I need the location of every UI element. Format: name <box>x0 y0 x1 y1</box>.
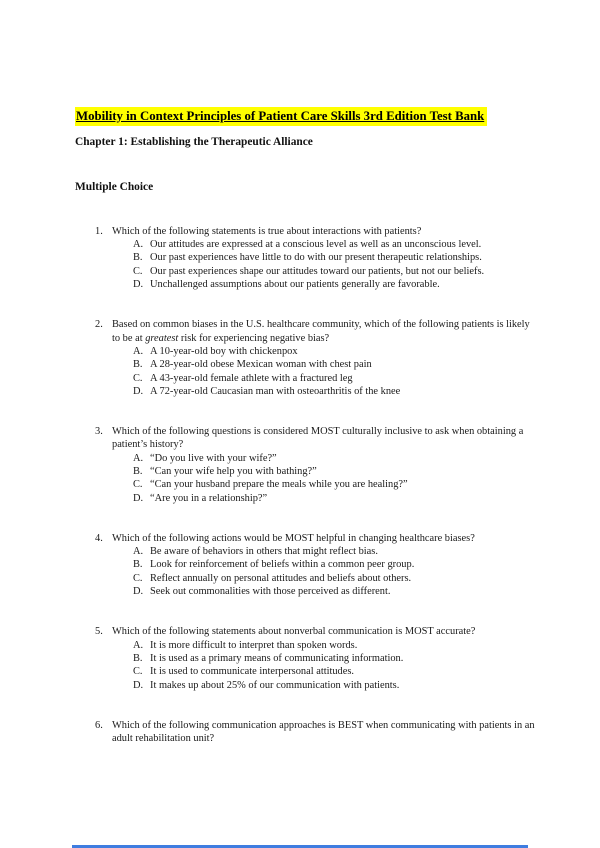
option-row <box>133 278 535 291</box>
option-letter: D. <box>133 679 144 691</box>
option-row <box>133 465 535 478</box>
option-row <box>133 478 535 491</box>
question-text <box>112 318 535 345</box>
option-text: It makes up about 25% of our communication with patients. <box>150 679 400 691</box>
option-text: Seek out commonalities with those perceived as different. <box>150 586 391 598</box>
option-text: It is more difficult to interpret than spoken words. <box>150 639 358 651</box>
option-letter: C. <box>133 666 143 678</box>
question-number: 2. <box>95 319 103 331</box>
question-text-row <box>75 625 535 638</box>
option-row <box>133 639 535 652</box>
option-row <box>133 385 535 398</box>
option-letter: D. <box>133 586 144 598</box>
question-4 <box>75 532 535 598</box>
option-row <box>133 492 535 505</box>
question-2 <box>75 318 535 398</box>
option-row <box>133 679 535 692</box>
option-row <box>133 652 535 665</box>
option-text: Unchallenged assumptions about our patients generally are favorable. <box>150 279 440 291</box>
option-text: Reflect annually on personal attitudes and beliefs about others. <box>150 572 412 584</box>
option-letter: B. <box>133 559 143 571</box>
option-row <box>133 545 535 558</box>
option-text: A 43-year-old female athlete with a fractured leg <box>150 372 353 384</box>
question-text <box>112 225 535 238</box>
option-letter: C. <box>133 265 143 277</box>
option-letter: B. <box>133 359 143 371</box>
question-text-segment: risk for experiencing negative bias? <box>178 332 330 344</box>
option-row <box>133 572 535 585</box>
question-text-row <box>75 532 535 545</box>
question-text-row <box>75 225 535 238</box>
document-title: Mobility in Context Principles of Patient Care Skills 3rd Edition Test Bank <box>75 107 487 126</box>
option-letter: D. <box>133 492 144 504</box>
option-letter: D. <box>133 279 144 291</box>
question-text <box>112 425 535 452</box>
option-text: “Do you live with your wife?” <box>150 452 277 464</box>
question-text-segment: Which of the following statements about nonverbal communication is MOST accurate? <box>112 626 476 638</box>
chapter-heading: Chapter 1: Establishing the Therapeutic Alliance <box>75 136 313 149</box>
question-text <box>112 532 535 545</box>
option-row <box>133 238 535 251</box>
question-text-segment: Which of the following communication approaches is BEST when communicating with patients in an adult rehabilitation unit? <box>112 719 535 745</box>
question-3 <box>75 425 535 505</box>
question-6 <box>75 719 535 746</box>
option-text: Our attitudes are expressed at a conscious level as well as an unconscious level. <box>150 239 482 251</box>
option-row <box>133 251 535 264</box>
question-text-row <box>75 425 535 452</box>
option-text: Look for reinforcement of beliefs within a common peer group. <box>150 559 415 571</box>
option-letter: A. <box>133 546 144 558</box>
question-text-segment: Which of the following statements is true about interactions with patients? <box>112 225 422 237</box>
option-letter: B. <box>133 652 143 664</box>
option-text: A 10-year-old boy with chickenpox <box>150 345 298 357</box>
question-text-row <box>75 719 535 746</box>
option-text: Be aware of behaviors in others that might reflect bias. <box>150 546 378 558</box>
option-text: “Can your wife help you with bathing?” <box>150 466 317 477</box>
option-text: It is used to communicate interpersonal attitudes. <box>150 666 355 678</box>
question-list <box>75 225 535 746</box>
question-text-row <box>75 318 535 345</box>
question-number: 3. <box>95 426 103 438</box>
question-text <box>112 625 535 638</box>
question-5 <box>75 625 535 691</box>
question-number: 4. <box>95 532 103 544</box>
question-1 <box>75 225 535 291</box>
option-text: It is used as a primary means of communicating information. <box>150 652 404 664</box>
option-letter: C. <box>133 479 143 491</box>
question-text-segment: Which of the following actions would be MOST helpful in changing healthcare biases? <box>112 532 475 544</box>
option-text: Our past experiences have little to do with our present therapeutic relationships. <box>150 252 482 264</box>
option-row <box>133 372 535 385</box>
option-text: A 72-year-old Caucasian man with osteoarthritis of the knee <box>150 385 401 397</box>
option-text: Our past experiences shape our attitudes toward our patients, but not our beliefs. <box>150 265 485 277</box>
question-number: 1. <box>95 225 103 237</box>
option-letter: C. <box>133 572 143 584</box>
option-text: A 28-year-old obese Mexican woman with chest pain <box>150 359 372 371</box>
option-text: “Are you in a relationship?” <box>150 492 268 504</box>
option-row <box>133 358 535 371</box>
option-row <box>133 345 535 358</box>
question-number: 6. <box>95 719 103 731</box>
option-letter: B. <box>133 252 143 264</box>
option-letter: A. <box>133 639 144 651</box>
question-text-segment: Which of the following questions is considered MOST culturally inclusive to ask when obtaining a patient’s history? <box>112 426 524 451</box>
section-heading: Multiple Choice <box>75 180 154 193</box>
option-row <box>133 558 535 571</box>
option-row <box>133 665 535 678</box>
option-letter: A. <box>133 452 144 464</box>
option-letter: D. <box>133 385 144 397</box>
question-number: 5. <box>95 626 103 638</box>
option-letter: B. <box>133 466 143 477</box>
option-letter: C. <box>133 372 143 384</box>
option-text: “Can your husband prepare the meals while you are healing?” <box>150 479 408 491</box>
question-text-segment: Based on common biases in the U.S. healthcare community, which of the following patients is likely to be at <box>112 319 530 344</box>
question-text-italic: greatest <box>145 332 179 344</box>
option-letter: A. <box>133 345 144 357</box>
question-text <box>112 719 535 746</box>
option-row <box>133 585 535 598</box>
option-row <box>133 452 535 465</box>
option-letter: A. <box>133 239 144 251</box>
document-content <box>75 107 535 772</box>
option-row <box>133 265 535 278</box>
